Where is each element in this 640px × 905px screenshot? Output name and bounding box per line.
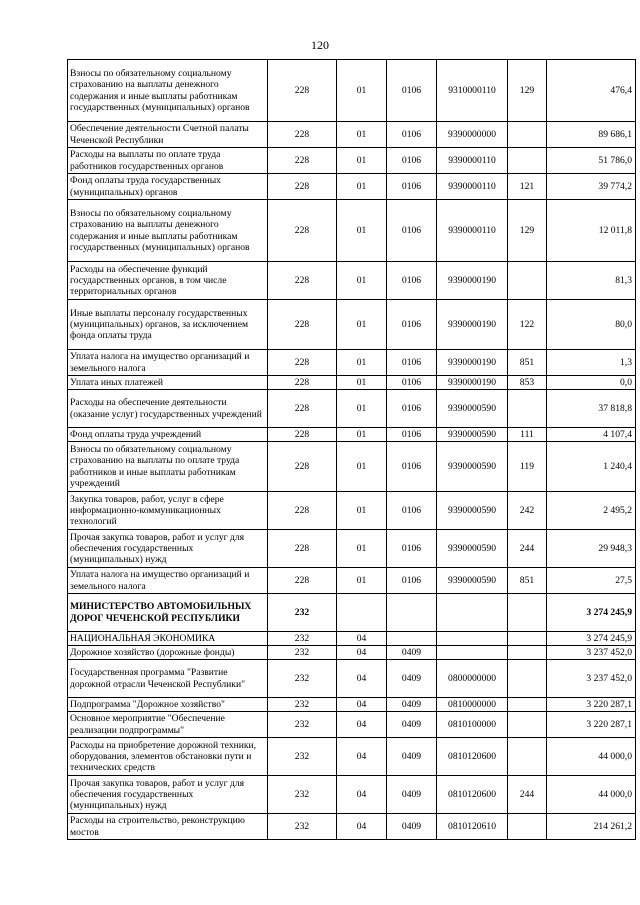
cell-ved: 228 (268, 350, 337, 376)
cell-vr: 244 (508, 776, 547, 814)
cell-sum: 81,3 (547, 262, 636, 300)
table-row (68, 712, 636, 738)
cell-vr: 129 (508, 60, 547, 122)
cell-csr: 0810100000 (437, 712, 508, 738)
cell-name: Расходы на обеспечение деятельности (оказание услуг) государственных учреждений (68, 390, 268, 428)
cell-csr: 9390000110 (437, 174, 508, 200)
table-row (68, 660, 636, 698)
cell-csr: 9390000190 (437, 376, 508, 390)
cell-vr (508, 594, 547, 632)
cell-ved: 232 (268, 698, 337, 712)
cell-csr: 0810000000 (437, 698, 508, 712)
cell-csr: 0810120600 (437, 776, 508, 814)
cell-sum: 2 495,2 (547, 492, 636, 530)
cell-sum: 3 237 452,0 (547, 646, 636, 660)
cell-sum: 89 686,1 (547, 122, 636, 148)
cell-pr: 0106 (387, 262, 437, 300)
table-row (68, 300, 636, 350)
cell-name: Государственная программа "Развитие дорожной отрасли Чеченской Республики" (68, 660, 268, 698)
cell-rz: 04 (337, 646, 387, 660)
cell-vr (508, 738, 547, 776)
cell-ved: 228 (268, 200, 337, 262)
cell-csr: 9390000590 (437, 442, 508, 492)
cell-pr: 0106 (387, 442, 437, 492)
cell-ved: 232 (268, 776, 337, 814)
cell-name: Фонд оплаты труда государственных (муниципальных) органов (68, 174, 268, 200)
cell-sum: 4 107,4 (547, 428, 636, 442)
cell-name: Дорожное хозяйство (дорожные фонды) (68, 646, 268, 660)
table-row (68, 776, 636, 814)
cell-csr: 9310000110 (437, 60, 508, 122)
cell-name: Расходы на строительство, реконструкцию мостов (68, 814, 268, 840)
cell-ved: 228 (268, 174, 337, 200)
budget-table (67, 59, 636, 840)
cell-name: Уплата иных платежей (68, 376, 268, 390)
cell-sum: 3 220 287,1 (547, 698, 636, 712)
cell-ved: 228 (268, 300, 337, 350)
cell-name: Иные выплаты персоналу государственных (муниципальных) органов, за исключением фонда оплаты труда (68, 300, 268, 350)
cell-pr: 0106 (387, 350, 437, 376)
cell-pr (387, 632, 437, 646)
cell-sum: 1 240,4 (547, 442, 636, 492)
cell-ved: 232 (268, 712, 337, 738)
cell-pr: 0106 (387, 200, 437, 262)
cell-sum: 37 818,8 (547, 390, 636, 428)
table-row (68, 568, 636, 594)
cell-vr (508, 262, 547, 300)
cell-pr: 0409 (387, 738, 437, 776)
cell-sum: 44 000,0 (547, 776, 636, 814)
cell-rz: 01 (337, 492, 387, 530)
cell-pr: 0106 (387, 300, 437, 350)
cell-vr: 244 (508, 530, 547, 568)
cell-vr (508, 632, 547, 646)
cell-ved: 228 (268, 530, 337, 568)
cell-vr: 119 (508, 442, 547, 492)
cell-name: Уплата налога на имущество организаций и земельного налога (68, 568, 268, 594)
cell-name: Взносы по обязательному социальному страхованию на выплаты по оплате труда работников и иные выплаты работникам учреждений (68, 442, 268, 492)
cell-name: Закупка товаров, работ, услуг в сфере информационно-коммуникационных технологий (68, 492, 268, 530)
cell-sum: 0,0 (547, 376, 636, 390)
cell-vr: 111 (508, 428, 547, 442)
table-row (68, 390, 636, 428)
cell-ved: 228 (268, 390, 337, 428)
cell-rz: 01 (337, 428, 387, 442)
cell-name: Расходы на приобретение дорожной техники, оборудования, элементов обстановки пути и технических средств (68, 738, 268, 776)
cell-rz: 04 (337, 660, 387, 698)
cell-name: Прочая закупка товаров, работ и услуг для обеспечения государственных (муниципальных) нужд (68, 776, 268, 814)
table-row (68, 200, 636, 262)
cell-csr: 9390000190 (437, 350, 508, 376)
cell-ved: 232 (268, 632, 337, 646)
cell-rz: 04 (337, 698, 387, 712)
cell-sum: 3 274 245,9 (547, 632, 636, 646)
cell-rz: 04 (337, 814, 387, 840)
table-row (68, 60, 636, 122)
cell-name: Прочая закупка товаров, работ и услуг для обеспечения государственных (муниципальных) нужд (68, 530, 268, 568)
cell-rz: 01 (337, 376, 387, 390)
cell-ved: 228 (268, 148, 337, 174)
cell-ved: 232 (268, 646, 337, 660)
cell-sum: 476,4 (547, 60, 636, 122)
cell-rz: 01 (337, 148, 387, 174)
cell-sum: 44 000,0 (547, 738, 636, 776)
cell-name: МИНИСТЕРСТВО АВТОМОБИЛЬНЫХ ДОРОГ ЧЕЧЕНСКОЙ РЕСПУБЛИКИ (68, 594, 268, 632)
table-row (68, 174, 636, 200)
cell-pr: 0409 (387, 646, 437, 660)
cell-rz: 04 (337, 776, 387, 814)
cell-name: Уплата налога на имущество организаций и земельного налога (68, 350, 268, 376)
table-row (68, 698, 636, 712)
cell-ved: 232 (268, 660, 337, 698)
cell-rz: 01 (337, 174, 387, 200)
cell-pr (387, 594, 437, 632)
cell-ved: 228 (268, 492, 337, 530)
cell-csr: 9390000190 (437, 300, 508, 350)
cell-sum: 3 237 452,0 (547, 660, 636, 698)
cell-name: Взносы по обязательному социальному страхованию на выплаты денежного содержания и иные выплаты работникам государственных (муниципальных) органов (68, 200, 268, 262)
cell-pr: 0106 (387, 376, 437, 390)
cell-csr (437, 646, 508, 660)
cell-name: Обеспечение деятельности Счетной палаты Чеченской Республики (68, 122, 268, 148)
table-row (68, 530, 636, 568)
cell-ved: 228 (268, 122, 337, 148)
cell-sum: 80,0 (547, 300, 636, 350)
cell-vr: 851 (508, 568, 547, 594)
cell-ved: 228 (268, 376, 337, 390)
cell-sum: 51 786,0 (547, 148, 636, 174)
cell-vr (508, 660, 547, 698)
table-row (68, 646, 636, 660)
cell-rz: 04 (337, 632, 387, 646)
cell-rz: 01 (337, 390, 387, 428)
cell-pr: 0409 (387, 712, 437, 738)
cell-pr: 0409 (387, 814, 437, 840)
cell-rz: 04 (337, 738, 387, 776)
cell-rz: 01 (337, 200, 387, 262)
cell-rz: 01 (337, 122, 387, 148)
cell-ved: 232 (268, 738, 337, 776)
cell-vr: 129 (508, 200, 547, 262)
cell-pr: 0106 (387, 174, 437, 200)
cell-ved: 232 (268, 594, 337, 632)
cell-name: Подпрограмма "Дорожное хозяйство" (68, 698, 268, 712)
cell-sum: 3 220 287,1 (547, 712, 636, 738)
cell-csr (437, 632, 508, 646)
page-number: 120 (311, 38, 329, 52)
cell-rz: 01 (337, 568, 387, 594)
cell-csr: 9390000110 (437, 148, 508, 174)
cell-sum: 214 261,2 (547, 814, 636, 840)
cell-rz: 01 (337, 60, 387, 122)
cell-ved: 228 (268, 568, 337, 594)
budget-table-body (68, 60, 636, 840)
table-row (68, 492, 636, 530)
cell-csr: 9390000590 (437, 530, 508, 568)
cell-pr: 0409 (387, 698, 437, 712)
cell-vr (508, 712, 547, 738)
table-row (68, 814, 636, 840)
cell-name: Расходы на обеспечение функций государственных органов, в том числе территориальных органов (68, 262, 268, 300)
cell-pr: 0106 (387, 122, 437, 148)
table-row (68, 350, 636, 376)
cell-sum: 27,5 (547, 568, 636, 594)
cell-rz: 04 (337, 712, 387, 738)
table-row (68, 376, 636, 390)
cell-csr: 0810120600 (437, 738, 508, 776)
table-row (68, 442, 636, 492)
cell-name: Взносы по обязательному социальному страхованию на выплаты денежного содержания и иные выплаты работникам государственных (муниципальных) органов (68, 60, 268, 122)
cell-sum: 3 274 245,9 (547, 594, 636, 632)
cell-csr: 9390000000 (437, 122, 508, 148)
cell-csr: 0800000000 (437, 660, 508, 698)
cell-pr: 0106 (387, 492, 437, 530)
cell-ved: 228 (268, 262, 337, 300)
cell-sum: 29 948,3 (547, 530, 636, 568)
cell-pr: 0106 (387, 60, 437, 122)
cell-csr (437, 594, 508, 632)
table-row (68, 262, 636, 300)
table-row (68, 738, 636, 776)
cell-sum: 39 774,2 (547, 174, 636, 200)
cell-ved: 228 (268, 442, 337, 492)
table-row (68, 148, 636, 174)
cell-rz: 01 (337, 442, 387, 492)
cell-pr: 0106 (387, 568, 437, 594)
table-row (68, 632, 636, 646)
cell-name: Основное мероприятие "Обеспечение реализации подпрограммы" (68, 712, 268, 738)
cell-rz (337, 594, 387, 632)
cell-pr: 0409 (387, 776, 437, 814)
cell-csr: 9390000590 (437, 492, 508, 530)
cell-pr: 0106 (387, 530, 437, 568)
cell-sum: 12 011,8 (547, 200, 636, 262)
cell-vr: 853 (508, 376, 547, 390)
cell-sum: 1,3 (547, 350, 636, 376)
cell-name: Расходы на выплаты по оплате труда работников государственных органов (68, 148, 268, 174)
cell-ved: 232 (268, 814, 337, 840)
cell-pr: 0106 (387, 148, 437, 174)
cell-rz: 01 (337, 530, 387, 568)
cell-csr: 9390000590 (437, 428, 508, 442)
table-row (68, 594, 636, 632)
table-row (68, 122, 636, 148)
cell-csr: 0810120610 (437, 814, 508, 840)
cell-csr: 9390000190 (437, 262, 508, 300)
table-row (68, 428, 636, 442)
cell-rz: 01 (337, 300, 387, 350)
cell-rz: 01 (337, 350, 387, 376)
cell-pr: 0409 (387, 660, 437, 698)
cell-csr: 9390000590 (437, 390, 508, 428)
cell-vr: 242 (508, 492, 547, 530)
cell-vr (508, 122, 547, 148)
cell-csr: 9390000110 (437, 200, 508, 262)
cell-vr (508, 390, 547, 428)
cell-vr: 851 (508, 350, 547, 376)
cell-name: Фонд оплаты труда учреждений (68, 428, 268, 442)
cell-vr (508, 148, 547, 174)
cell-vr (508, 646, 547, 660)
cell-ved: 228 (268, 60, 337, 122)
cell-ved: 228 (268, 428, 337, 442)
cell-csr: 9390000590 (437, 568, 508, 594)
cell-rz: 01 (337, 262, 387, 300)
cell-name: НАЦИОНАЛЬНАЯ ЭКОНОМИКА (68, 632, 268, 646)
cell-pr: 0106 (387, 428, 437, 442)
cell-vr: 122 (508, 300, 547, 350)
cell-vr (508, 814, 547, 840)
cell-vr: 121 (508, 174, 547, 200)
cell-pr: 0106 (387, 390, 437, 428)
cell-vr (508, 698, 547, 712)
